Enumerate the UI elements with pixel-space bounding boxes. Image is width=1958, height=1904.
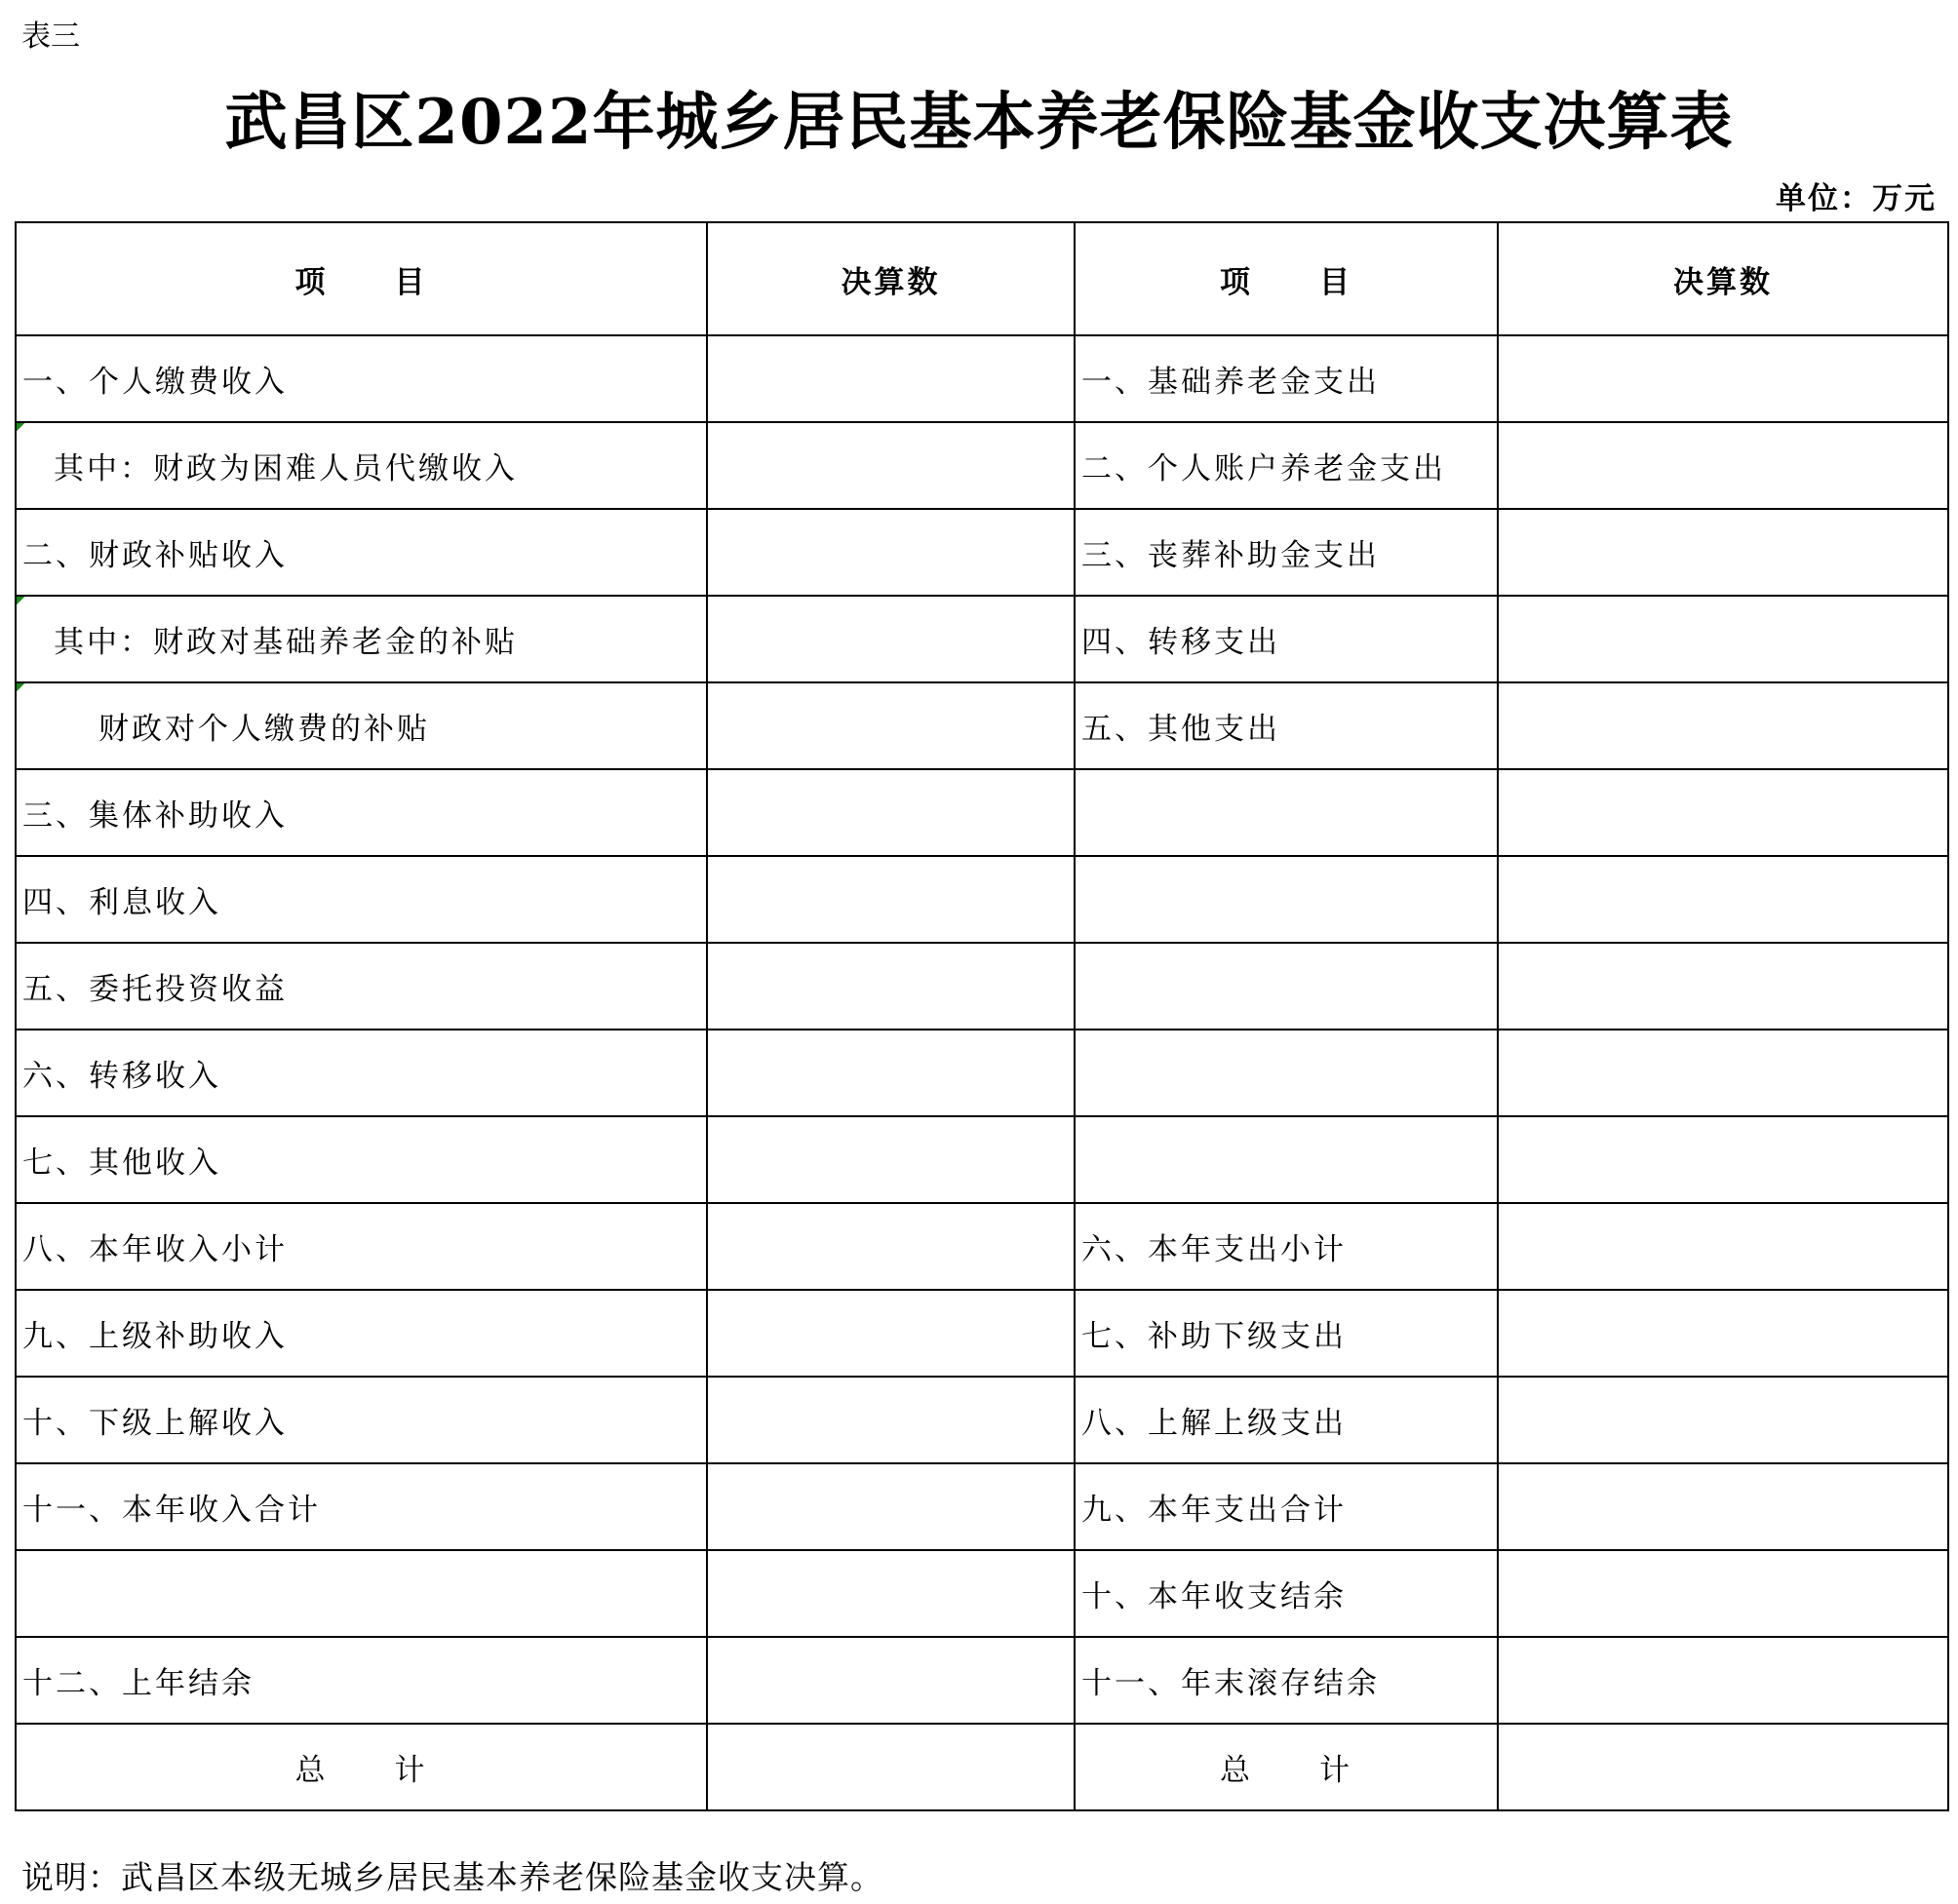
expense-item-cell: 一、基础养老金支出	[1075, 335, 1498, 422]
income-item-cell: 一、个人缴费收入	[16, 335, 707, 422]
income-value-cell	[707, 1203, 1075, 1290]
income-value-cell	[707, 596, 1075, 682]
income-total-value	[707, 1724, 1075, 1810]
table-row	[16, 422, 1948, 509]
income-item-cell: 四、利息收入	[16, 856, 707, 943]
table-row	[16, 509, 1948, 596]
table-row	[16, 1203, 1948, 1290]
table-row	[16, 1290, 1948, 1377]
table-row	[16, 1116, 1948, 1203]
table-row	[16, 1637, 1948, 1724]
expense-item-cell: 七、补助下级支出	[1075, 1290, 1498, 1377]
table-row	[16, 769, 1948, 856]
income-item-cell: 九、上级补助收入	[16, 1290, 707, 1377]
income-item-cell: 其中：财政为困难人员代缴收入	[16, 422, 707, 509]
expense-value-cell	[1498, 596, 1948, 682]
column-header-income-value: 决算数	[707, 222, 1075, 335]
expense-item-cell: 四、转移支出	[1075, 596, 1498, 682]
unit-label: 单位：万元	[1776, 181, 1937, 216]
expense-item-cell: 六、本年支出小计	[1075, 1203, 1498, 1290]
table-row	[16, 682, 1948, 769]
budget-table	[15, 221, 1949, 1811]
income-item-cell: 财政对个人缴费的补贴	[16, 682, 707, 769]
income-value-cell	[707, 422, 1075, 509]
income-item-cell: 三、集体补助收入	[16, 769, 707, 856]
footnote: 说明：武昌区本级无城乡居民基本养老保险基金收支决算。	[21, 1858, 883, 1896]
expense-item-cell: 二、个人账户养老金支出	[1075, 422, 1498, 509]
income-value-cell	[707, 1290, 1075, 1377]
expense-value-cell	[1498, 335, 1948, 422]
income-item-cell	[16, 1550, 707, 1637]
expense-item-cell	[1075, 1116, 1498, 1203]
expense-value-cell	[1498, 509, 1948, 596]
table-row	[16, 1463, 1948, 1550]
expense-item-cell: 五、其他支出	[1075, 682, 1498, 769]
income-value-cell	[707, 1030, 1075, 1116]
total-row	[16, 1724, 1948, 1810]
income-value-cell	[707, 509, 1075, 596]
expense-item-cell: 三、丧葬补助金支出	[1075, 509, 1498, 596]
expense-value-cell	[1498, 943, 1948, 1030]
income-item-cell: 二、财政补贴收入	[16, 509, 707, 596]
expense-value-cell	[1498, 1116, 1948, 1203]
expense-item-cell	[1075, 856, 1498, 943]
expense-value-cell	[1498, 1463, 1948, 1550]
expense-value-cell	[1498, 1550, 1948, 1637]
column-header-income-item: 项 目	[16, 222, 707, 335]
income-item-cell: 十、下级上解收入	[16, 1377, 707, 1463]
expense-total-label: 总 计	[1075, 1724, 1498, 1810]
expense-value-cell	[1498, 1377, 1948, 1463]
income-item-cell: 七、其他收入	[16, 1116, 707, 1203]
table-row	[16, 1377, 1948, 1463]
table-row	[16, 1030, 1948, 1116]
income-item-cell: 八、本年收入小计	[16, 1203, 707, 1290]
expense-value-cell	[1498, 1030, 1948, 1116]
column-header-expense-item: 项 目	[1075, 222, 1498, 335]
table-row	[16, 856, 1948, 943]
expense-item-cell	[1075, 769, 1498, 856]
expense-value-cell	[1498, 1203, 1948, 1290]
income-item-cell: 五、委托投资收益	[16, 943, 707, 1030]
income-total-label: 总 计	[16, 1724, 707, 1810]
income-value-cell	[707, 943, 1075, 1030]
expense-item-cell: 九、本年支出合计	[1075, 1463, 1498, 1550]
expense-item-cell: 十一、年末滚存结余	[1075, 1637, 1498, 1724]
income-value-cell	[707, 856, 1075, 943]
expense-value-cell	[1498, 769, 1948, 856]
income-value-cell	[707, 1550, 1075, 1637]
expense-value-cell	[1498, 1637, 1948, 1724]
income-value-cell	[707, 1377, 1075, 1463]
income-item-cell: 其中：财政对基础养老金的补贴	[16, 596, 707, 682]
expense-value-cell	[1498, 682, 1948, 769]
income-value-cell	[707, 335, 1075, 422]
document-title: 武昌区2022年城乡居民基本养老保险基金收支决算表	[224, 86, 1734, 159]
expense-item-cell: 八、上解上级支出	[1075, 1377, 1498, 1463]
table-row	[16, 943, 1948, 1030]
expense-item-cell	[1075, 1030, 1498, 1116]
expense-item-cell	[1075, 943, 1498, 1030]
expense-item-cell: 十、本年收支结余	[1075, 1550, 1498, 1637]
table-row	[16, 1550, 1948, 1637]
income-item-cell: 十一、本年收入合计	[16, 1463, 707, 1550]
table-row	[16, 335, 1948, 422]
table-header-row	[16, 222, 1948, 335]
income-value-cell	[707, 1637, 1075, 1724]
income-value-cell	[707, 1116, 1075, 1203]
income-value-cell	[707, 682, 1075, 769]
income-value-cell	[707, 1463, 1075, 1550]
income-item-cell: 十二、上年结余	[16, 1637, 707, 1724]
income-value-cell	[707, 769, 1075, 856]
table-row	[16, 596, 1948, 682]
table-number: 表三	[21, 19, 80, 54]
expense-value-cell	[1498, 856, 1948, 943]
column-header-expense-value: 决算数	[1498, 222, 1948, 335]
expense-total-value	[1498, 1724, 1948, 1810]
expense-value-cell	[1498, 1290, 1948, 1377]
income-item-cell: 六、转移收入	[16, 1030, 707, 1116]
expense-value-cell	[1498, 422, 1948, 509]
